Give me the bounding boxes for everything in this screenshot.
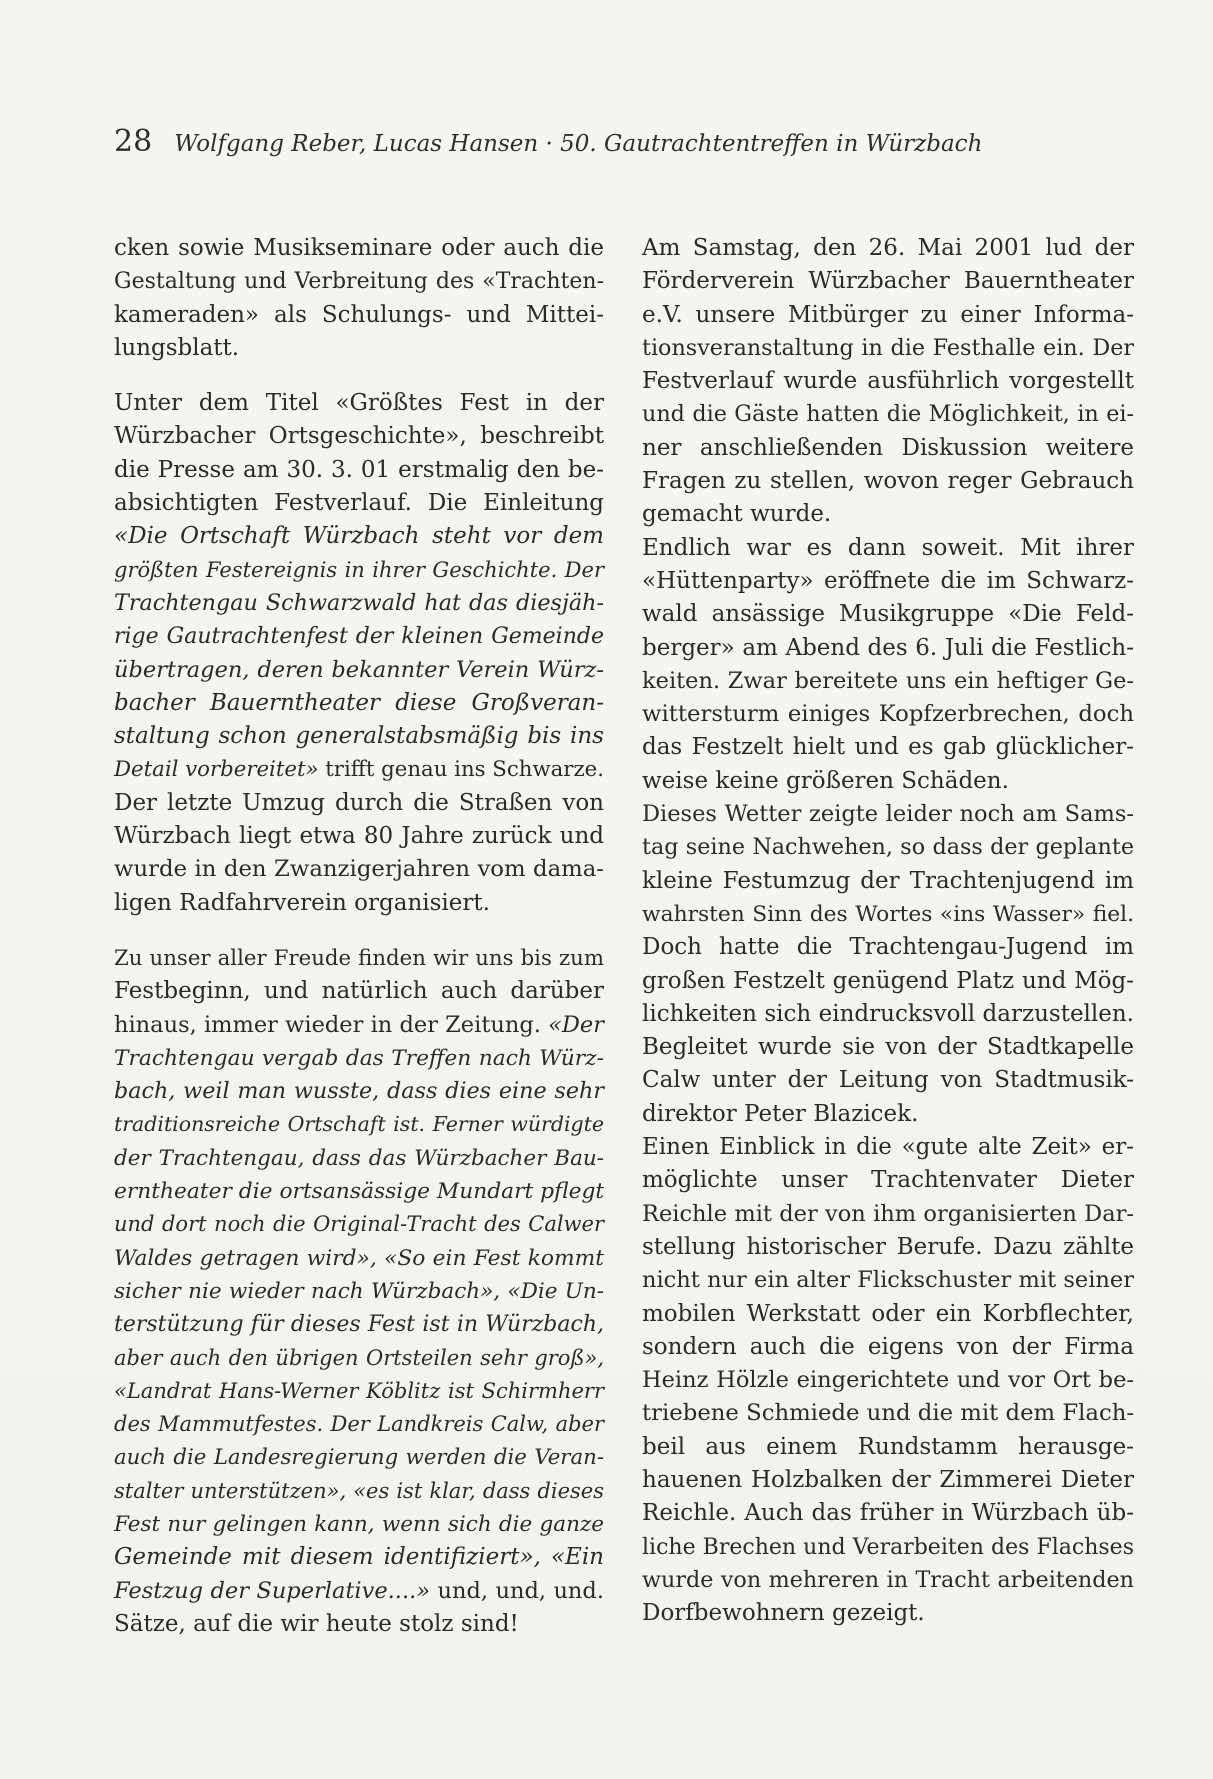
text-line: möglichte unser Trachtenvater Dieter [642, 1167, 1134, 1194]
text-line: absichtigten Festverlauf. Die Einleitung [114, 490, 604, 517]
text-line: hauenen Holzbalken der Zimmerei Dieter [642, 1466, 1134, 1493]
text-line: berger» am Abend des 6. Juli die Festlich- [642, 634, 1134, 661]
quote-line: Trachtengau vergab das Treffen nach Würz- [114, 1045, 604, 1071]
text-line: Würzbach liegt etwa 80 Jahre zurück und [114, 823, 604, 850]
text-line: Reichle mit der von ihm organisierten Dar- [642, 1200, 1134, 1227]
text-fragment: trifft genau ins Schwarze. [318, 757, 604, 783]
text-line: stellung historischer Berufe. Dazu zählte [642, 1233, 1134, 1260]
text-line: Dieses Wetter zeigte leider noch am Sams- [642, 801, 1134, 828]
quote-line: erntheater die ortsansässige Mundart pflegt [114, 1179, 605, 1205]
text-line: Heinz Hölzle eingerichtete und vor Ort be- [642, 1367, 1134, 1394]
quote-line: stalter unterstützen», «es ist klar, dass dieses [114, 1478, 604, 1503]
text-line: e.V. unsere Mitbürger zu einer Informa- [642, 301, 1134, 328]
text-line: lichkeiten sich eindrucksvoll darzustellen. [642, 1000, 1134, 1027]
quote-fragment: Festzug der Superlative....» [114, 1577, 431, 1604]
text-line: «Hüttenparty» eröffnete die im Schwarz- [642, 567, 1134, 594]
quote-line: rige Gautrachtenfest der kleinen Gemeinde [114, 624, 604, 650]
quote-line: «Die Ortschaft Würzbach steht vor dem [114, 523, 604, 550]
text-line: Förderverein Würzbacher Bauerntheater [642, 268, 1134, 295]
quote-line: Gemeinde mit diesem identifiziert», «Ein [114, 1544, 604, 1571]
right-paragraph-2 [642, 532, 1134, 798]
text-line: kleine Festumzug der Trachtenjugend im [642, 867, 1134, 894]
quote-line: aber auch den übrigen Ortsteilen sehr groß», [114, 1345, 604, 1370]
text-line: ligen Radfahrverein organisiert. [114, 889, 490, 916]
text-line: beil aus einem Rundstamm herausge- [642, 1433, 1134, 1460]
left-paragraph-1 [114, 232, 604, 365]
text-line: die Presse am 30. 3. 01 erstmalig den be- [114, 456, 604, 483]
right-paragraph-3 [642, 798, 1134, 1131]
text-line: wurde in den Zwanzigerjahren vom dama- [114, 856, 604, 883]
text-line: weise keine größeren Schäden. [642, 767, 1009, 794]
text-line: Festverlauf wurde ausführlich vorgestellt [642, 368, 1134, 395]
text-line: kameraden» als Schulungs- und Mittei- [114, 301, 604, 328]
text-line: Dorfbewohnern gezeigt. [642, 1600, 925, 1627]
text-line: Calw unter der Leitung von Stadtmusik- [642, 1067, 1134, 1094]
text-line: Unter dem Titel «Größtes Fest in der [114, 390, 604, 417]
right-paragraph-4 [642, 1131, 1134, 1630]
quote-line: traditionsreiche Ortschaft ist. Ferner würdigte [114, 1112, 604, 1137]
quote-line: sicher nie wieder nach Würzbach», «Die Un- [114, 1278, 604, 1304]
left-paragraph-2 [114, 387, 604, 920]
page-number: 28 [114, 124, 153, 159]
mixed-line [114, 1575, 604, 1608]
mixed-line [114, 1009, 604, 1042]
text-line: Reichle. Auch das früher in Würzbach üb- [642, 1500, 1134, 1527]
left-paragraph-3 [114, 942, 604, 1641]
quote-fragment: Detail vorbereitet» [114, 757, 319, 783]
text-line: Der letzte Umzug durch die Straßen von [114, 789, 604, 816]
text-line: Einen Einblick in die «gute alte Zeit» er- [642, 1134, 1134, 1161]
text-line: Am Samstag, den 26. Mai 2001 lud der [642, 235, 1134, 261]
quote-fragment: «Der [548, 1011, 604, 1038]
text-line: wittersturm einiges Kopfzerbrechen, doch [642, 701, 1134, 728]
text-line: cken sowie Musikseminare oder auch die [114, 235, 604, 261]
text-line: sondern auch die eigens von der Firma [642, 1333, 1134, 1360]
running-title: Wolfgang Reber, Lucas Hansen · 50. Gautrachtentreffen in Würzbach [174, 131, 983, 157]
text-line: das Festzelt hielt und es gab glücklicher- [642, 734, 1134, 761]
text-line: liche Brechen und Verarbeiten des Flachses [642, 1534, 1134, 1560]
right-paragraph-1 [642, 232, 1134, 532]
quote-line: der Trachtengau, dass das Würzbacher Bau- [114, 1145, 604, 1171]
text-line: lungsblatt. [114, 334, 240, 361]
quote-line: Fest nur gelingen kann, wenn sich die ganze [114, 1511, 604, 1537]
text-line: mobilen Werkstatt oder ein Korbflechter, [642, 1300, 1134, 1327]
text-line: ner anschließenden Diskussion weitere [642, 434, 1134, 461]
quote-line: terstützung für dieses Fest ist in Würzbach, [114, 1312, 604, 1338]
text-line: Begleitet wurde sie von der Stadtkapelle [642, 1034, 1134, 1061]
text-fragment: und, und, und. [430, 1577, 604, 1604]
quote-line: übertragen, deren bekannter Verein Würz- [114, 656, 604, 683]
quote-line: bach, weil man wusste, dass dies eine sehr [114, 1078, 604, 1105]
quote-line: des Mammutfestes. Der Landkreis Calw, aber [114, 1412, 604, 1437]
text-fragment: hinaus, immer wieder in der Zeitung. [114, 1011, 549, 1038]
text-line: Endlich war es dann soweit. Mit ihrer [642, 534, 1134, 561]
text-line: Gestaltung und Verbreitung des «Trachten- [114, 269, 604, 295]
quote-line: Waldes getragen wird», «So ein Fest kommt [114, 1245, 604, 1271]
text-line: wahrsten Sinn des Wortes «ins Wasser» fiel. [642, 901, 1134, 927]
quote-line: Trachtengau Schwarzwald hat das diesjäh- [114, 589, 604, 616]
quote-line: bacher Bauerntheater diese Großveran- [114, 689, 604, 716]
quote-line: und dort noch die Original-Tracht des Calwer [114, 1212, 604, 1237]
mixed-line [114, 753, 604, 786]
quote-line: auch die Landesregierung werden die Veran- [114, 1445, 604, 1471]
text-line: direktor Peter Blazicek. [642, 1100, 919, 1127]
right-column [642, 232, 1134, 1630]
text-line: nicht nur ein alter Flickschuster mit seiner [642, 1267, 1134, 1294]
text-line: tionsveranstaltung in die Festhalle ein. Der [642, 334, 1134, 361]
text-line: Doch hatte die Trachtengau-Jugend im [642, 934, 1134, 961]
quote-line: größten Festereignis in ihrer Geschichte. Der [114, 557, 604, 582]
left-column [114, 232, 604, 1641]
text-line: keiten. Zwar bereitete uns ein heftiger Ge- [642, 667, 1134, 694]
text-line: wurde von mehreren in Tracht arbeitenden [642, 1566, 1134, 1593]
text-line: wald ansässige Musikgruppe «Die Feld- [642, 601, 1134, 628]
text-line: Fragen zu stellen, wovon reger Gebrauch [642, 468, 1134, 495]
text-line: gemacht wurde. [642, 501, 832, 528]
page-header [114, 124, 1114, 164]
text-line: Sätze, auf die wir heute stolz sind! [114, 1610, 519, 1637]
text-line: Festbeginn, und natürlich auch darüber [114, 978, 604, 1005]
text-line: Zu unser aller Freude finden wir uns bis zum [114, 945, 604, 971]
text-line: und die Gäste hatten die Möglichkeit, in ei- [642, 401, 1134, 428]
text-line: triebene Schmiede und die mit dem Flach- [642, 1400, 1135, 1427]
text-line: Würzbacher Ortsgeschichte», beschreibt [114, 423, 604, 450]
text-line: großen Festzelt genügend Platz und Mög- [642, 967, 1134, 994]
quote-line: «Landrat Hans-Werner Köblitz ist Schirmherr [114, 1378, 604, 1403]
quote-line: staltung schon generalstabsmäßig bis ins [114, 723, 604, 750]
text-line: tag seine Nachwehen, so dass der geplante [642, 834, 1134, 861]
